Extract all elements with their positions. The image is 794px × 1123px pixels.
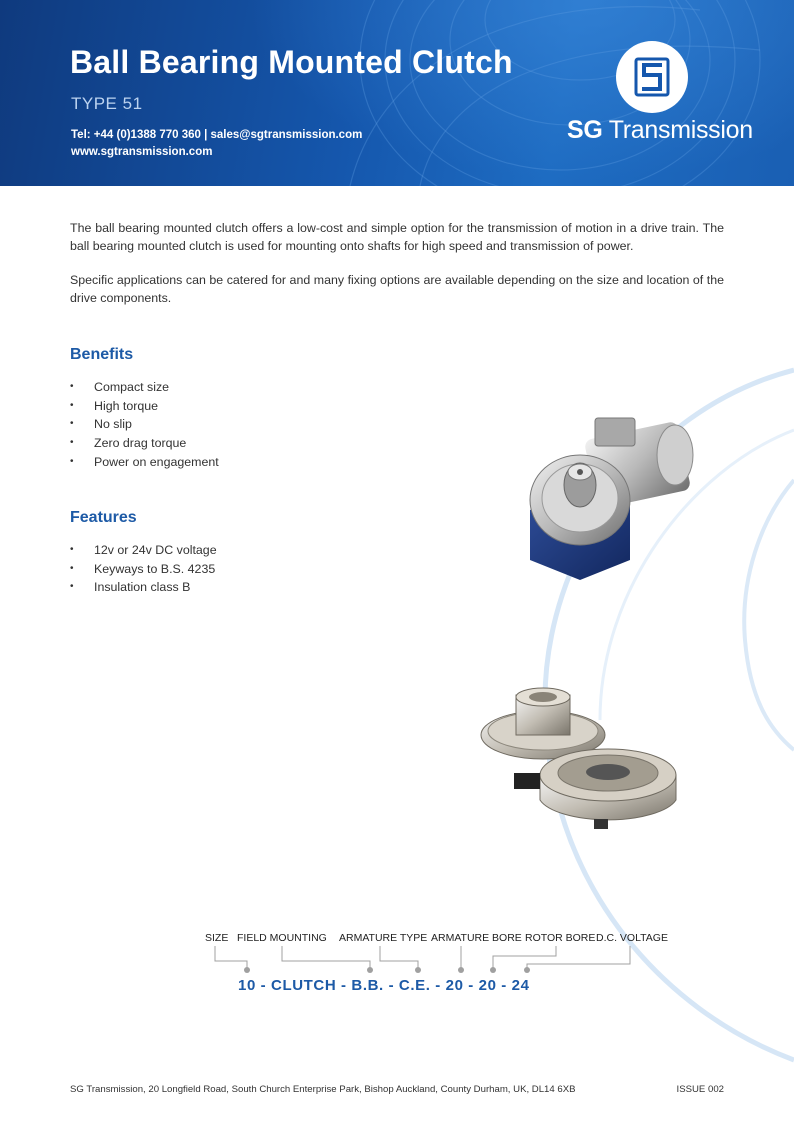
contact-phone-email: Tel: +44 (0)1388 770 360 | sales@sgtransmission.com: [71, 129, 363, 141]
feature-item: • 12v or 24v DC voltage: [70, 541, 217, 560]
benefit-item: • Power on engagement: [70, 453, 219, 472]
benefit-item: • No slip: [70, 415, 219, 434]
code-label-dc-voltage: D.C. VOLTAGE: [596, 932, 668, 944]
benefit-item: • Zero drag torque: [70, 434, 219, 453]
footer-address: SG Transmission, 20 Longfield Road, South Church Enterprise Park, Bishop Auckland, County Durham, UK, DL14 6XB: [70, 1084, 576, 1095]
code-label-field-mounting: FIELD MOUNTING: [237, 932, 327, 944]
benefit-item: • High torque: [70, 397, 219, 416]
code-label-armature-type: ARMATURE TYPE: [339, 932, 428, 944]
code-label-armature-bore: ARMATURE BORE: [431, 932, 522, 944]
intro-paragraph-2: Specific applications can be catered for and many fixing options are available depending on the size and location of the drive components.: [70, 273, 724, 305]
order-code: 10 - CLUTCH - B.B. - C.E. - 20 - 20 - 24: [238, 977, 530, 994]
features-heading: Features: [70, 509, 137, 526]
contact-website: www.sgtransmission.com: [71, 146, 213, 158]
benefits-heading: Benefits: [70, 346, 134, 363]
benefit-item: • Compact size: [70, 378, 219, 397]
intro-paragraph-1: The ball bearing mounted clutch offers a low-cost and simple option for the transmission of motion in a drive train. The ball bearing mounted clutch is used for mounting onto shafts for high speed and transmission of power.: [70, 221, 724, 253]
code-label-size: SIZE: [205, 932, 229, 944]
feature-item: • Keyways to B.S. 4235: [70, 560, 217, 579]
issue-number: ISSUE 002: [676, 1084, 724, 1095]
feature-item: • Insulation class B: [70, 578, 217, 597]
page-title: Ball Bearing Mounted Clutch: [70, 44, 513, 80]
brand-name-rest: Transmission: [602, 116, 753, 144]
code-label-rotor-bore: ROTOR BORE: [525, 932, 596, 944]
brand-name-bold: SG: [567, 116, 603, 144]
product-type: TYPE 51: [71, 94, 143, 113]
